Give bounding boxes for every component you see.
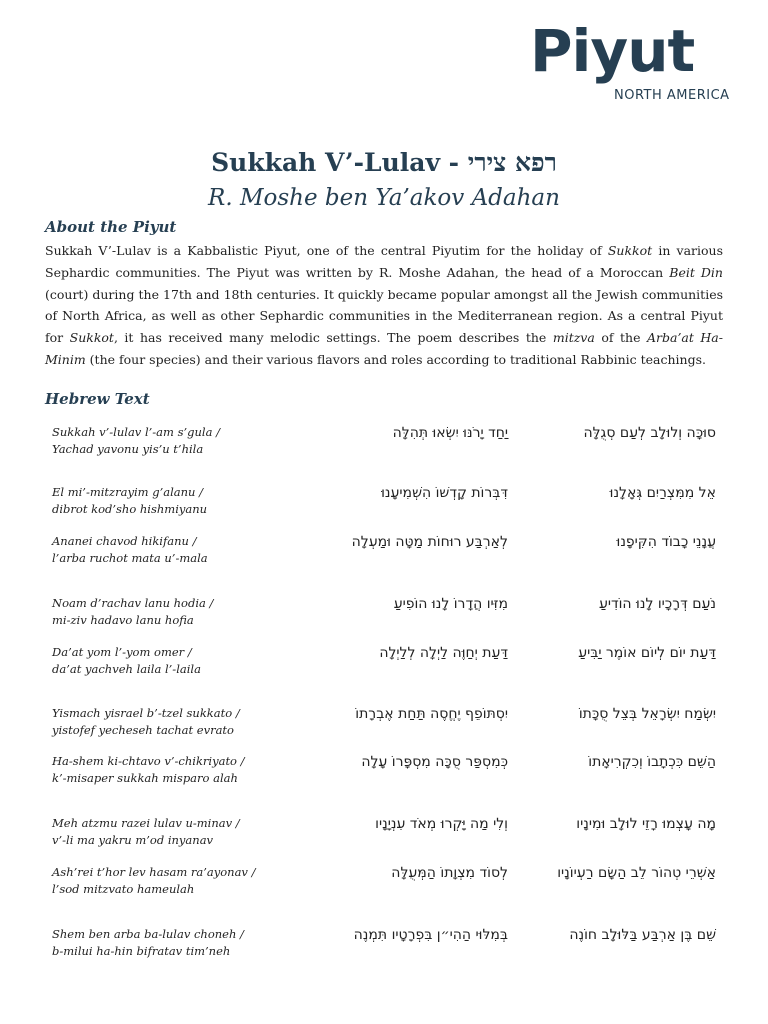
about-paragraph — [45, 240, 723, 371]
hebrew-line-1: דַּעַת יוֹם לְיוֹם אוֹמֶר יַבִּיעַ — [578, 645, 716, 661]
translit-line-1: El mi’-mitzrayim g’alanu / — [52, 485, 203, 499]
about-term-arbaat: Arba’at Ha-Minim — [45, 330, 723, 367]
translit-line-1: Ananei chavod hikifanu / — [52, 534, 197, 548]
translit-line-2: mi-ziv hadavo lanu hofia — [52, 613, 194, 627]
verse-transliteration — [52, 705, 240, 739]
verse-row — [0, 753, 768, 795]
about-text-6: (the four species) and their various flavors and roles according to traditional Rabbinic teachings. — [85, 351, 706, 367]
verse-row — [0, 705, 768, 747]
verse-row — [0, 644, 768, 686]
hebrew-line-1: הַשֵּׁם כִּכְתָבוֹ וְכִקְרִיאָתוֹ — [588, 754, 716, 770]
verse-row — [0, 595, 768, 637]
translit-line-2: Yachad yavonu yis’u t’hila — [52, 442, 204, 456]
page-subtitle: R. Moshe ben Ya’akov Adahan — [208, 185, 560, 211]
hebrew-line-1: אֵל מִמִּצְרַיִם גְּאָלָנוּ — [609, 485, 716, 501]
about-term-beit-din: Beit Din — [669, 264, 723, 280]
verse-transliteration — [52, 753, 245, 787]
hebrew-line-1: שֵׁם בֶּן אַרְבַּע בַּלּוּלָב חוֹנֶה — [569, 927, 716, 943]
about-text-3: (court) during the 17th and 18th centuries. It quickly became popular amongst all the Jewish communities of North Africa, as well as other Sephardic communities in the Mediterranean region. As a central Piyut for — [45, 286, 723, 346]
translit-line-1: Yismach yisrael b’-tzel sukkato / — [52, 706, 240, 720]
translit-line-1: Noam d’rachav lanu hodia / — [52, 596, 214, 610]
translit-line-2: da’at yachveh laila l’-laila — [52, 662, 201, 676]
about-term-mitzva: mitzva — [552, 330, 595, 346]
hebrew-line-2: דַּעַת יְחַוֶּה לַיְלָה לְלַיְלָה — [379, 645, 508, 661]
translit-line-1: Ha-shem ki-chtavo v’-chikriyato / — [52, 754, 245, 768]
verse-row — [0, 424, 768, 466]
about-text-1: Sukkah V’-Lulav is a Kabbalistic Piyut, one of the central Piyutim for the holiday of — [45, 243, 608, 258]
hebrew-line-1: סוּכָּה וְלוּלָב לְעַם סְגֻלָּה — [583, 425, 716, 441]
translit-line-1: Sukkah v’-lulav l’-am s’gula / — [52, 425, 220, 439]
about-term-sukkot-2: Sukkot — [69, 330, 114, 346]
hebrew-line-2: דִּבְּרוֹת קָדְשׁוֹ הִשְׁמִיעָנוּ — [381, 485, 508, 501]
verse-transliteration — [52, 533, 208, 567]
verse-row — [0, 815, 768, 857]
hebrew-line-1: נֹעַם דְּרָכָיו לָנוּ הוֹדִיעַ — [598, 596, 716, 612]
hebrew-line-2: וְלִי מַה יָּקְרוּ מְאֹד עִנְיָנָיו — [375, 816, 508, 832]
verse-transliteration — [52, 926, 244, 960]
translit-line-1: Shem ben arba ba-lulav choneh / — [52, 927, 244, 941]
hebrew-line-2: כְּמִסְפַּר סֻכָּה מִסְפָּרוֹ עָלָה — [361, 754, 508, 770]
verse-transliteration — [52, 815, 240, 849]
hebrew-line-1: אַשְׁרֵי טְהוֹר לֵב הַשָּׂם רַעְיוֹנָיו — [557, 865, 716, 881]
about-text-4: , it has received many melodic settings. The poem describes the — [113, 330, 553, 346]
hebrew-line-2: בְּמִלּוּי הַהִי״ן בִּפְרָטָיו תִּמְנֶה — [353, 927, 508, 943]
verse-row — [0, 926, 768, 968]
translit-line-2: l’arba ruchot mata u’-mala — [52, 551, 208, 565]
translit-line-2: v’-li ma yakru m’od inyanav — [52, 833, 214, 847]
verse-row — [0, 484, 768, 526]
verse-row — [0, 533, 768, 575]
hebrew-text-heading: Hebrew Text — [45, 390, 150, 408]
translit-line-2: b-milui ha-hin bifratav tim’neh — [52, 944, 231, 958]
translit-line-2: yistofef yecheseh tachat evrato — [52, 723, 234, 737]
about-text-2: in various Sephardic communities. The Piyut was written by R. Moshe Adahan, the head of a Moroccan — [45, 243, 723, 280]
verse-transliteration — [52, 484, 207, 518]
about-text-5: of the — [594, 330, 647, 346]
page-title: Sukkah V’-Lulav - רפא צירי — [211, 148, 557, 177]
verse-transliteration — [52, 644, 201, 678]
hebrew-line-2: לְסוֹד מִצְוָתוֹ הַמְּעֻלָּה — [391, 865, 508, 881]
hebrew-line-1: עֲנָנֵי כָבוֹד הִקִּיפָנוּ — [616, 534, 716, 550]
logo-subtitle: NORTH AMERICA — [614, 88, 730, 103]
hebrew-line-2: יִסְתּוֹפֵף יֶחֱסֶה תַּחַת אֶבְרָתוֹ — [355, 706, 508, 722]
hebrew-line-2: יַחַד יָרֹנּוּ יִשְׂאוּ תְּהִלָּה — [392, 425, 508, 441]
verse-row — [0, 864, 768, 906]
hebrew-line-1: מָה עָצְמוּ רָזֵי לוּלָב וּמִינָיו — [576, 816, 716, 832]
verse-transliteration — [52, 595, 213, 629]
piyut-logo — [528, 17, 730, 126]
about-term-sukkot-1: Sukkot — [607, 243, 653, 258]
hebrew-line-1: יִשְׂמַח יִשְׂרָאֵל בְּצֵל סֻכָּתוֹ — [578, 706, 716, 722]
translit-line-2: k’-misaper sukkah misparo alah — [52, 771, 238, 785]
logo-wordmark: Piyut — [530, 17, 695, 85]
translit-line-1: Da’at yom l’-yom omer / — [52, 645, 192, 659]
verse-transliteration — [52, 424, 220, 458]
translit-line-2: dibrot kod’sho hishmiyanu — [52, 502, 208, 516]
verse-transliteration — [52, 864, 255, 898]
about-heading: About the Piyut — [45, 218, 177, 236]
translit-line-2: l’sod mitzvato hameulah — [52, 882, 195, 896]
hebrew-line-2: מִזִּיו הֲדָרוֹ לָנוּ הוֹפִיעַ — [393, 596, 508, 612]
translit-line-1: Ash’rei t’hor lev hasam ra’ayonav / — [52, 865, 256, 879]
hebrew-line-2: לְאַרְבַּע רוּחוֹת מַטָּה וּמַעְלָה — [351, 534, 508, 550]
translit-line-1: Meh atzmu razei lulav u-minav / — [52, 816, 240, 830]
